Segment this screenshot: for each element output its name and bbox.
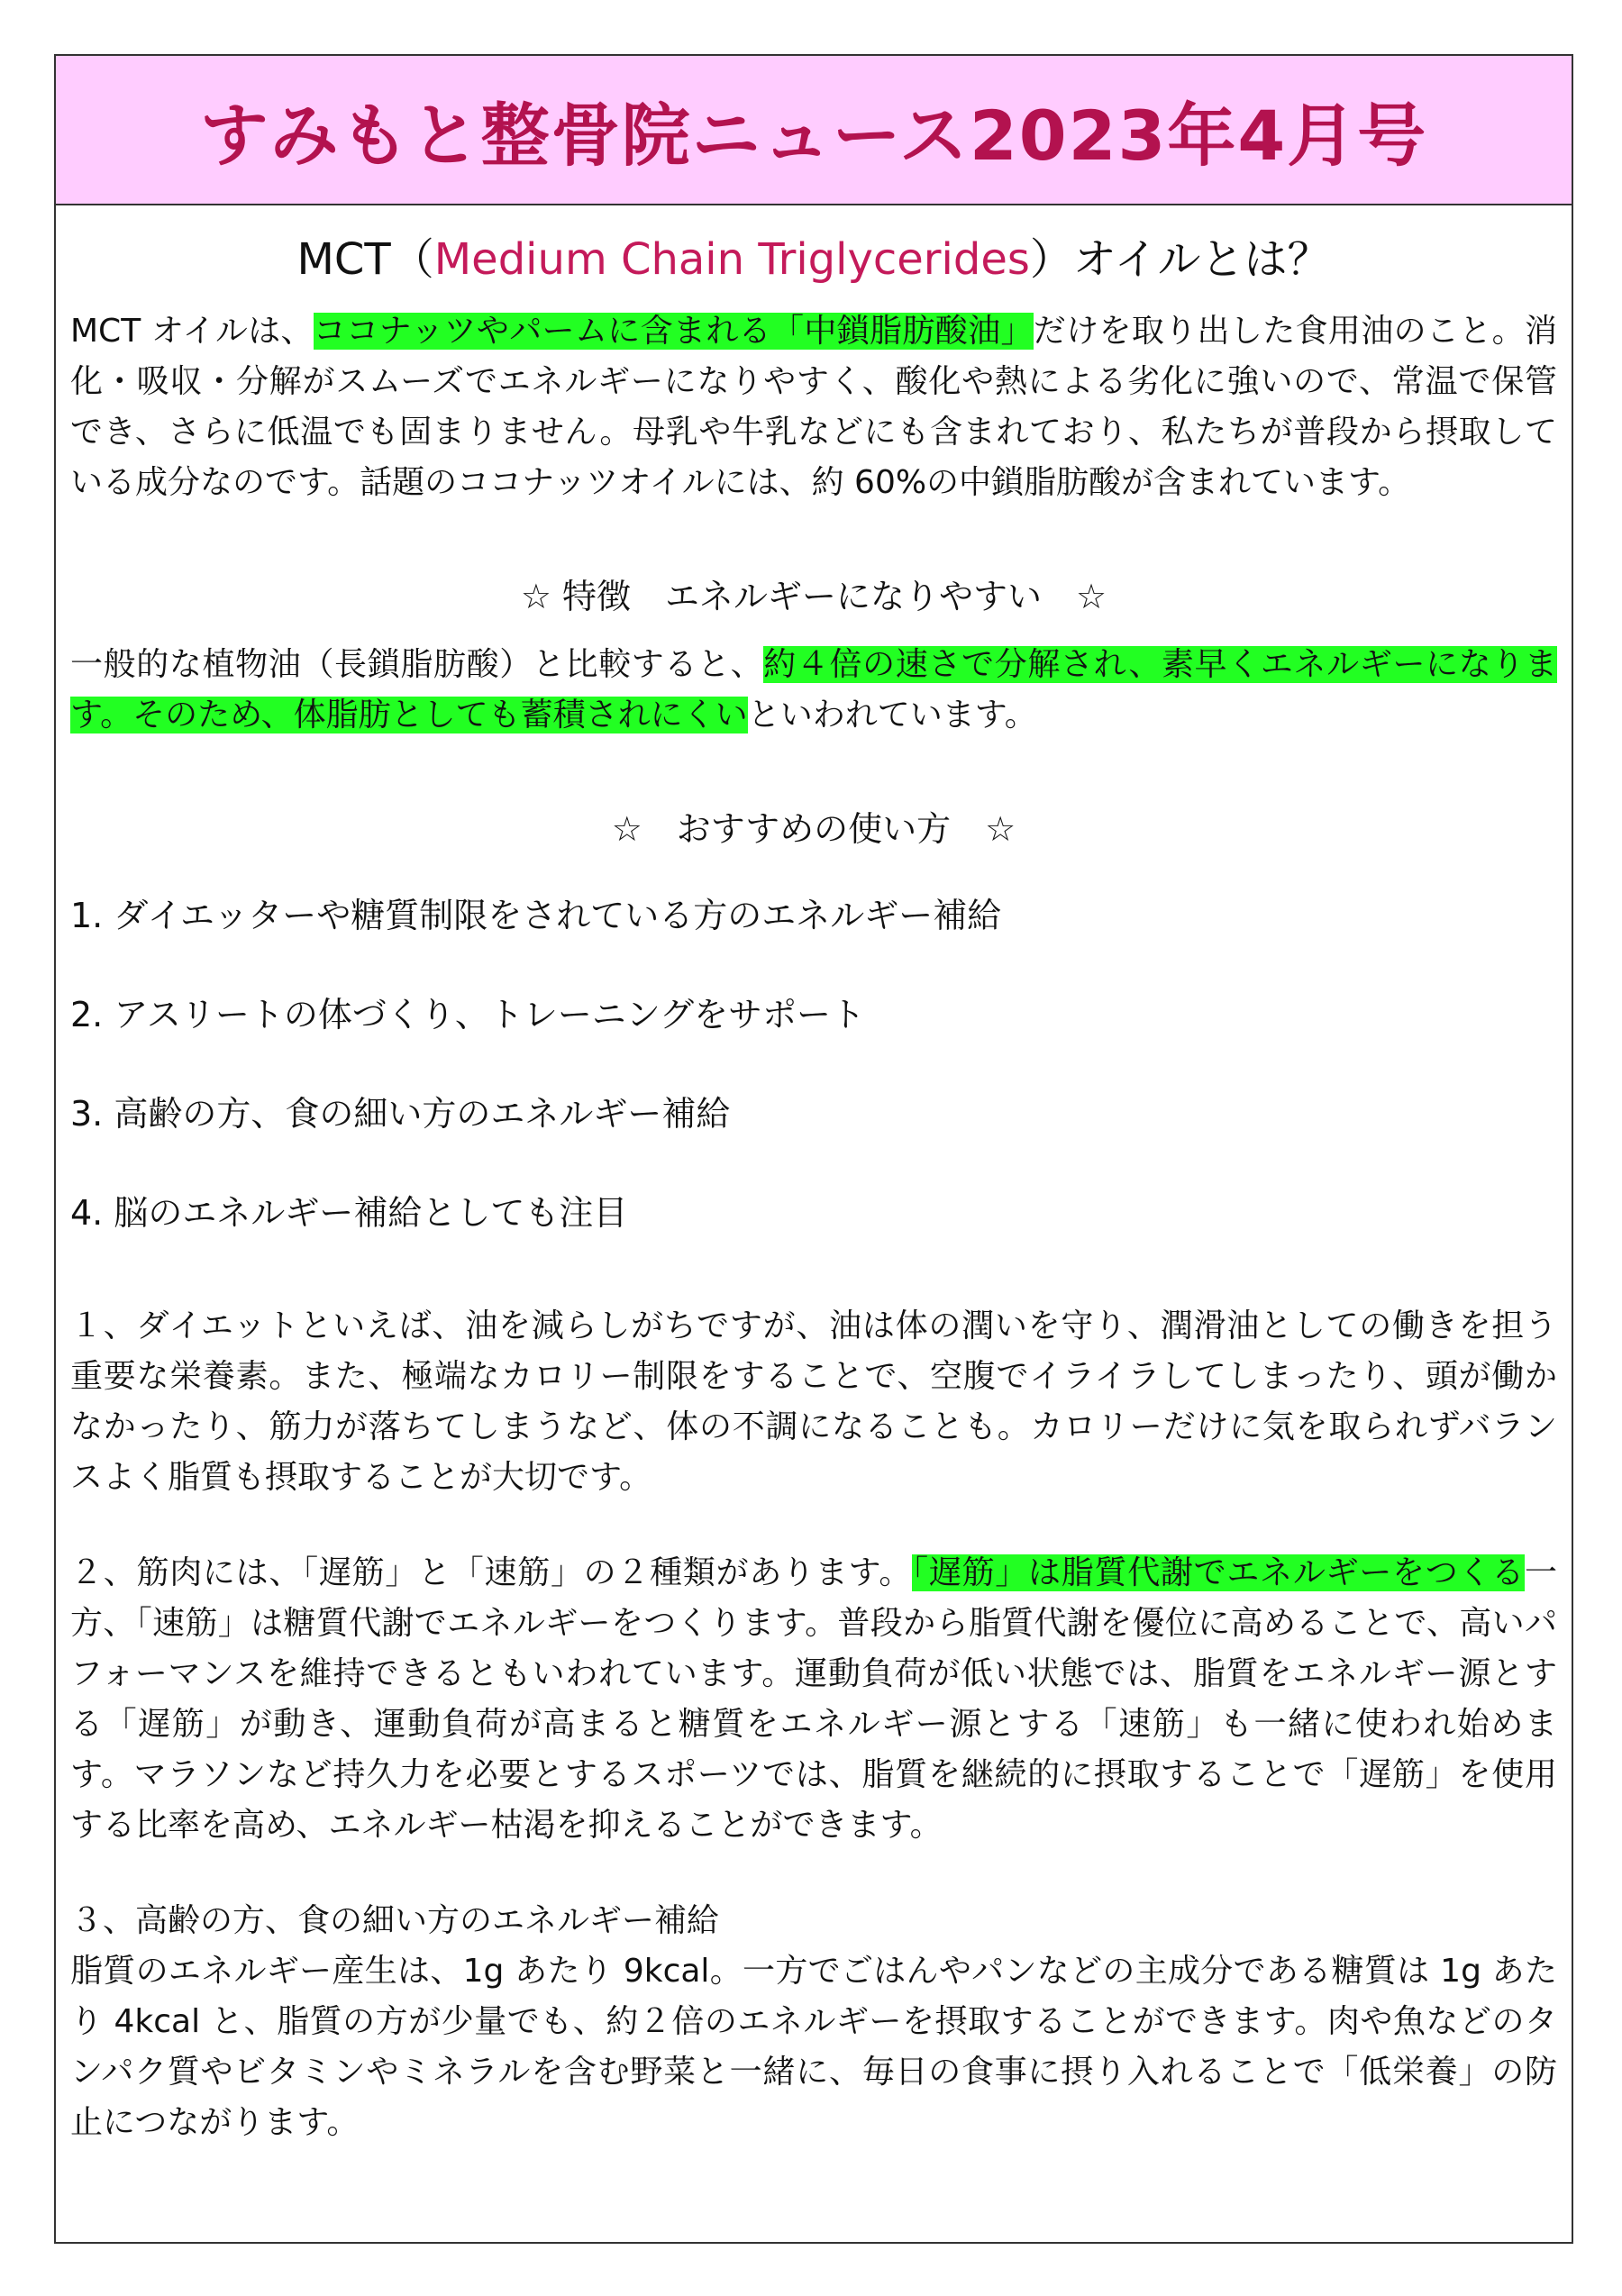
subtitle-suffix: ）オイルとは？ xyxy=(1029,234,1331,285)
feature-post: といわれています。 xyxy=(747,697,1037,733)
recommend-item-3: 3. 高齢の方、食の細い方のエネルギー補給 xyxy=(70,1094,731,1134)
newsletter-title: すみもと整骨院ニュース2023年4月号 xyxy=(199,95,1428,176)
intro-pre: MCT オイルは、 xyxy=(70,313,314,350)
newsletter-frame xyxy=(54,54,1573,2244)
detail3-title: ３、高齢の方、食の細い方のエネルギー補給 xyxy=(70,1902,720,1939)
intro-highlight: ココナッツやパームに含まれる「中鎖脂肪酸油」 xyxy=(313,313,1034,350)
recommend-item-4: 4. 脳のエネルギー補給としても注目 xyxy=(70,1193,628,1233)
feature-paragraph xyxy=(70,640,1557,741)
newsletter-content xyxy=(56,232,1572,2148)
recommend-item-2: 2. アスリートの体づくり、トレーニングをサポート xyxy=(70,995,866,1034)
recommend-title: ☆ おすすめの使い方 ☆ xyxy=(611,809,1016,849)
subtitle-accent: Medium Chain Triglycerides xyxy=(433,234,1030,285)
feature-highlight: 約４倍の速さで分解され、素早くエネルギーになります。そのため、体脂肪としても蓄積されにくい xyxy=(70,646,1557,733)
detail1-paragraph: １、ダイエットといえば、油を減らしがちですが、油は体の潤いを守り、潤滑油としての働きを担う重要な栄養素。また、極端なカロリー制限をすることで、空腹でイライラしてしまったり、頭が働かなかったり、筋力が落ちてしまうなど、体の不調になることも。カロリーだけに気を取られずバランスよく脂質も摂取することが大切です。 xyxy=(70,1307,1557,1496)
detail3-paragraph: 脂質のエネルギー産生は、1g あたり 9kcal。一方でごはんやパンなどの主成分である糖質は 1g あたり 4kcal と、脂質の方が少量でも、約２倍のエネルギーを摂取することができます。肉や魚などのタンパク質やビタミンやミネラルを含む野菜と一緒に、毎日の食事に摂り入れることで「低栄養」の防止につながります。 xyxy=(70,1953,1557,2141)
intro-post: だけを取り出した食用油のこと。消化・吸収・分解がスムーズでエネルギーになりやすく、酸化や熱による劣化に強いので、常温で保管でき、さらに低温でも固まりません。母乳や牛乳などにも含まれており、私たちが普段から摂取している成分なのです。話題のココナッツオイルには、約 60%の中鎖脂肪酸が含まれています。 xyxy=(70,313,1557,501)
detail2-pre: ２、筋肉には、「遅筋」と「速筋」の２種類があります。 xyxy=(70,1554,913,1591)
feature-pre: 一般的な植物油（長鎖脂肪酸）と比較すると、 xyxy=(70,646,764,683)
intro-paragraph xyxy=(70,306,1557,508)
detail2-post: 一方、「速筋」は糖質代謝でエネルギーをつくります。普段から脂質代謝を優位に高めることで、高いパフォーマンスを維持できるともいわれています。運動負荷が低い状態では、脂質をエネルギー源とする「遅筋」が動き、運動負荷が高まると糖質をエネルギー源とする「速筋」も一緒に使われ始めます。マラソンなど持久力を必要とするスポーツでは、脂質を継続的に摂取することで「遅筋」を使用する比率を高め、エネルギー枯渇を抑えることができます。 xyxy=(70,1554,1557,1844)
feature-title: ☆ 特徴 エネルギーになりやすい ☆ xyxy=(520,577,1107,616)
recommend-item-1: 1. ダイエッターや糖質制限をされている方のエネルギー補給 xyxy=(70,896,1002,935)
newsletter-header xyxy=(56,56,1572,205)
article-subtitle xyxy=(70,232,1557,287)
detail2-highlight: 「遅筋」は脂質代謝でエネルギーをつくる xyxy=(912,1554,1525,1591)
detail2-paragraph xyxy=(70,1548,1557,1851)
subtitle-prefix: MCT（ xyxy=(296,234,434,285)
